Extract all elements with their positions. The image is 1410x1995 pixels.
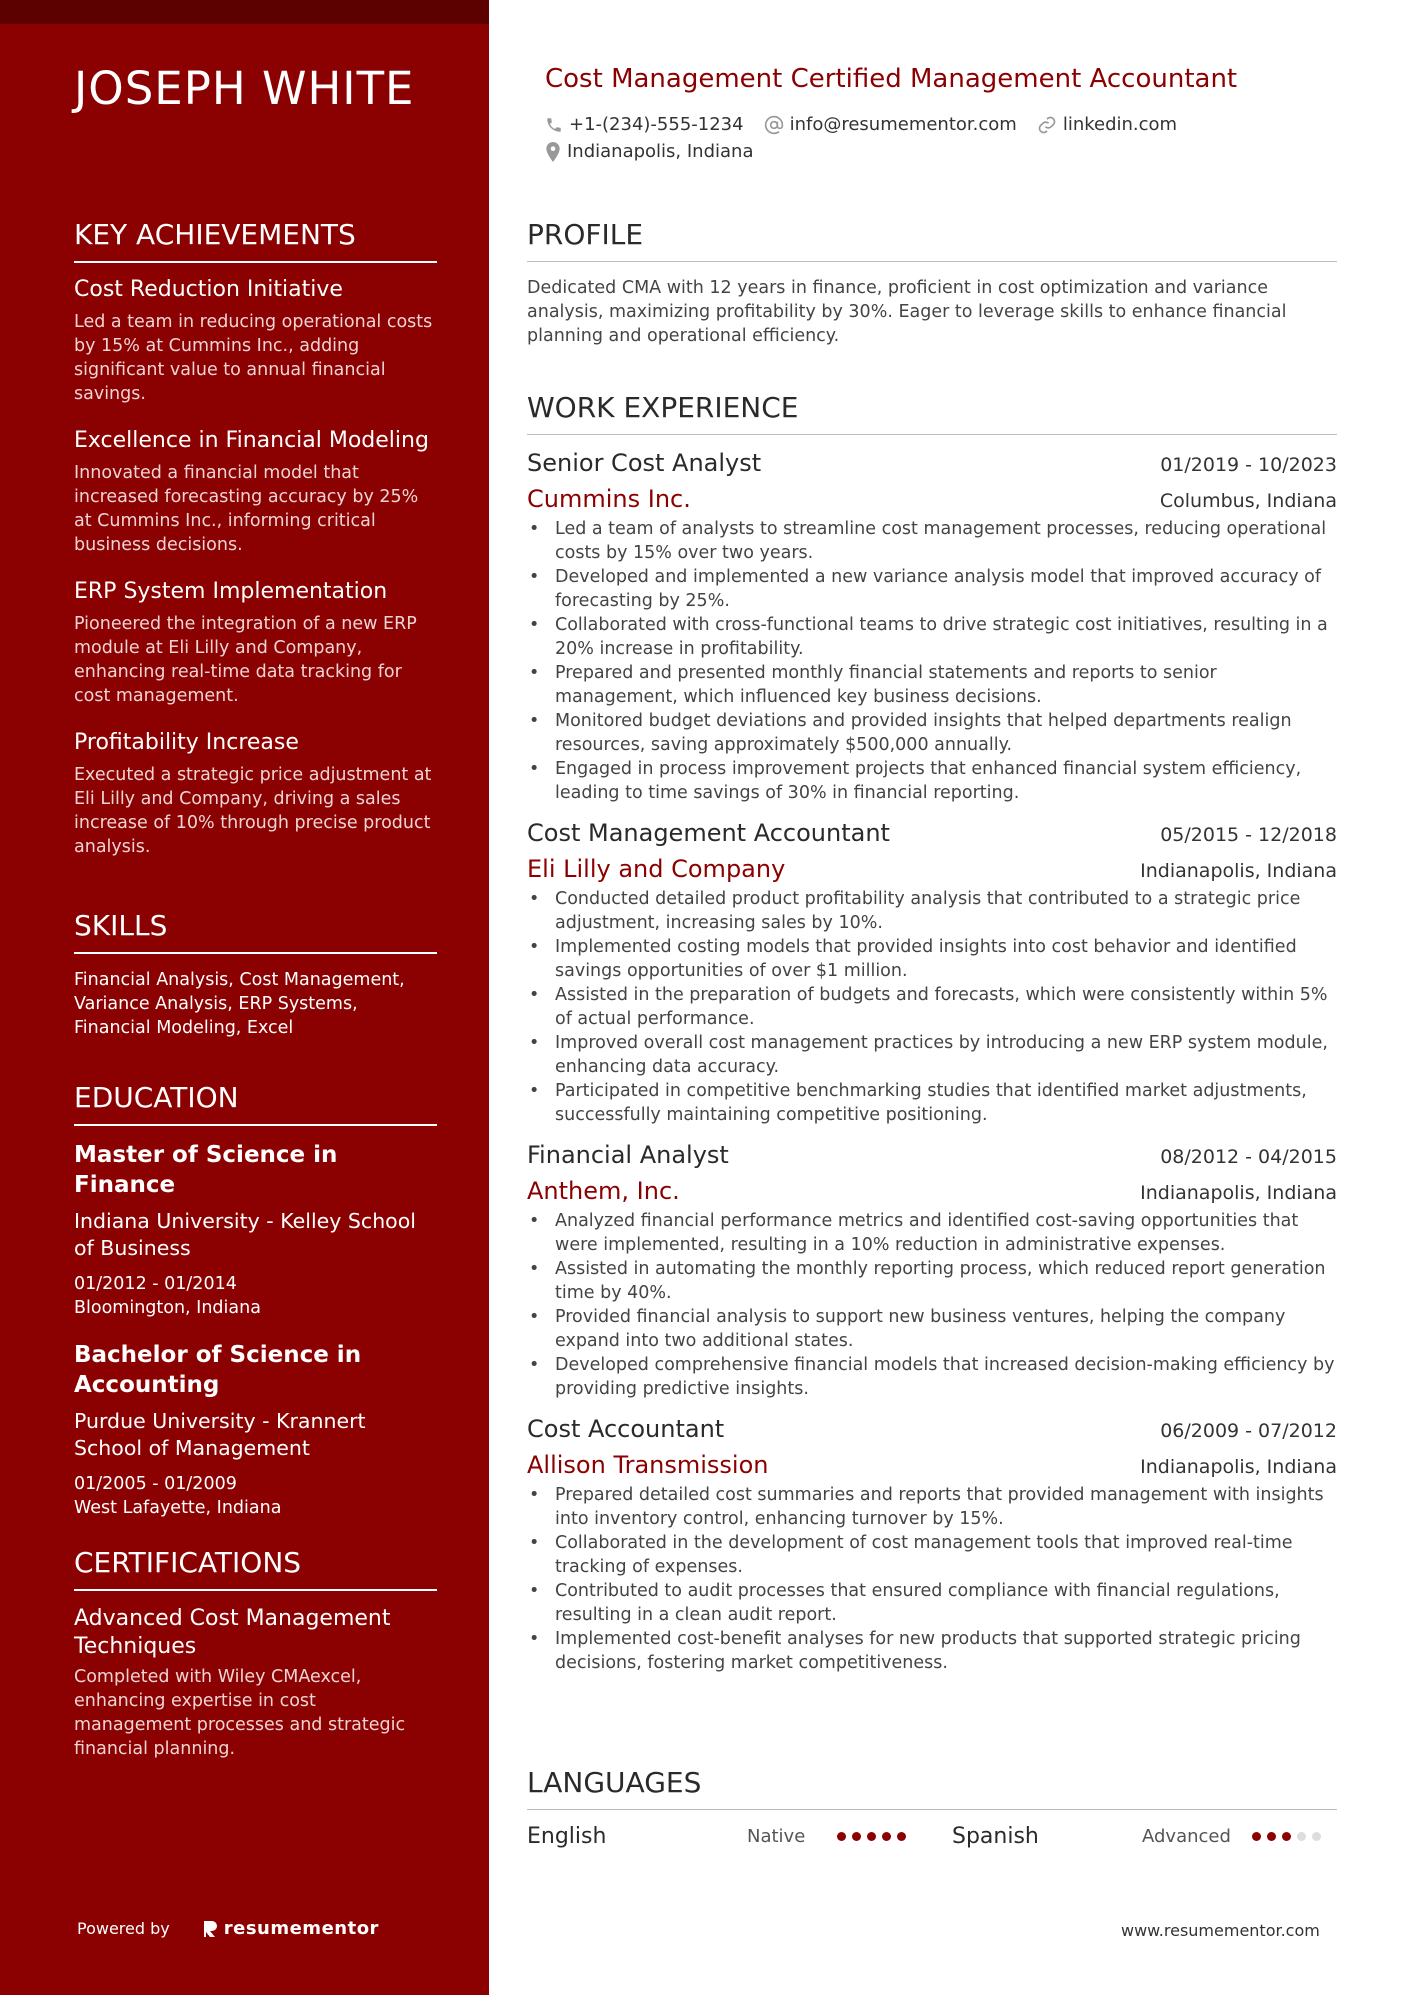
powered-by — [77, 1918, 379, 1939]
achievement-item — [74, 428, 437, 557]
job-title: Senior Cost Analyst — [527, 449, 762, 477]
job-bullet: • Prepared detailed cost summaries and reports that provided management with insights into inventory control, enhancing turnover by 15%. — [527, 1483, 1337, 1531]
certifications-section — [74, 1546, 437, 1761]
job-bullets — [527, 1209, 1337, 1401]
job-bullet: • Prepared and presented monthly financial statements and reports to senior management, which influenced key business decisions. — [527, 661, 1337, 709]
education-location: West Lafayette, Indiana — [74, 1498, 282, 1518]
education-school: Indiana University - Kelley School of Business — [74, 1209, 416, 1260]
education-dates: 01/2005 - 01/2009 — [74, 1474, 237, 1494]
rating-dot-filled — [897, 1832, 906, 1841]
education-degree: Master of Science in Finance — [74, 1142, 338, 1198]
rating-dot-filled — [1282, 1832, 1291, 1841]
achievement-title: Cost Reduction Initiative — [74, 277, 343, 302]
job-bullet: • Developed comprehensive financial models that increased decision-making efficiency by providing predictive insights. — [527, 1353, 1337, 1401]
certification-desc: Completed with Wiley CMAexcel, enhancing expertise in cost management processes and strategic financial planning. — [74, 1667, 406, 1759]
languages-section — [527, 1766, 1337, 1849]
certification-title: Advanced Cost Management Techniques — [74, 1606, 391, 1659]
job-location: Columbus, Indiana — [1159, 490, 1337, 512]
achievement-desc: Executed a strategic price adjustment at Eli Lilly and Company, driving a sales increase of 10% through precise product analysis. — [74, 765, 432, 857]
footer-url[interactable]: www.resumementor.com — [1121, 1921, 1320, 1940]
skills-title: SKILLS — [74, 909, 437, 954]
language-name: English — [527, 1824, 607, 1849]
job-company: Cummins Inc. — [527, 485, 691, 513]
job-bullet: • Monitored budget deviations and provided insights that helped departments realign resources, saving approximately $500,000 annually. — [527, 709, 1337, 757]
job-bullet: • Assisted in automating the monthly reporting process, which reduced report generation time by 40%. — [527, 1257, 1337, 1305]
job-entry — [527, 1415, 1337, 1675]
brand-name: resumementor — [223, 1918, 379, 1939]
job-bullet: • Provided financial analysis to support new business ventures, helping the company expand into two additional states. — [527, 1305, 1337, 1353]
language-rating — [837, 1832, 912, 1841]
profile-title: PROFILE — [527, 218, 1337, 262]
education-title: EDUCATION — [74, 1081, 437, 1126]
location-pin-icon — [545, 142, 561, 162]
job-company: Eli Lilly and Company — [527, 855, 786, 883]
sidebar-top-bar — [0, 0, 489, 24]
key-achievements-section — [74, 218, 437, 881]
job-company: Allison Transmission — [527, 1451, 769, 1479]
achievement-desc: Pioneered the integration of a new ERP module at Eli Lilly and Company, enhancing real-time data tracking for cost management. — [74, 614, 417, 706]
rating-dot-empty — [1297, 1832, 1306, 1841]
language-name: Spanish — [952, 1824, 1039, 1849]
achievement-title: ERP System Implementation — [74, 579, 388, 604]
rating-dot-filled — [882, 1832, 891, 1841]
job-location: Indianapolis, Indiana — [1140, 860, 1337, 882]
job-bullet: • Implemented cost-benefit analyses for new products that supported strategic pricing decisions, fostering market competitiveness. — [527, 1627, 1337, 1675]
languages-row — [527, 1824, 1337, 1849]
job-bullet: • Collaborated with cross-functional teams to drive strategic cost initiatives, resulting in a 20% increase in profitability. — [527, 613, 1337, 661]
candidate-name: JOSEPH WHITE — [74, 62, 415, 115]
achievement-item — [74, 579, 437, 708]
job-bullet: • Led a team of analysts to streamline cost management processes, reducing operational costs by 15% over two years. — [527, 517, 1337, 565]
brand-logo[interactable] — [202, 1918, 379, 1939]
education-section — [74, 1081, 437, 1540]
rating-dot-filled — [1252, 1832, 1261, 1841]
education-location: Bloomington, Indiana — [74, 1298, 261, 1318]
education-item — [74, 1140, 437, 1320]
key-achievements-title: KEY ACHIEVEMENTS — [74, 218, 437, 263]
sidebar — [0, 0, 489, 1995]
certifications-title: CERTIFICATIONS — [74, 1546, 437, 1591]
profile-section — [527, 218, 1337, 348]
profile-text: Dedicated CMA with 12 years in finance, proficient in cost optimization and variance analysis, maximizing profitability by 30%. Eager to leverage skills to enhance financial planning and operational efficiency. — [527, 278, 1287, 346]
job-company: Anthem, Inc. — [527, 1177, 680, 1205]
rating-dot-filled — [837, 1832, 846, 1841]
email-text: info@resumementor.com — [789, 114, 1017, 135]
language-level: Native — [747, 1826, 806, 1847]
contact-email[interactable] — [764, 114, 1017, 135]
language-rating — [1252, 1832, 1327, 1841]
work-experience-section — [527, 391, 1337, 1689]
job-bullet: • Analyzed financial performance metrics and identified cost-saving opportunities that were implemented, resulting in a 10% reduction in administrative expenses. — [527, 1209, 1337, 1257]
rating-dot-filled — [1267, 1832, 1276, 1841]
job-dates: 08/2012 - 04/2015 — [1160, 1146, 1337, 1168]
education-dates: 01/2012 - 01/2014 — [74, 1274, 237, 1294]
job-bullet: • Improved overall cost management practices by introducing a new ERP system module, enhancing data accuracy. — [527, 1031, 1337, 1079]
contact-phone[interactable] — [545, 114, 744, 135]
job-bullet: • Contributed to audit processes that ensured compliance with financial regulations, resulting in a clean audit report. — [527, 1579, 1337, 1627]
job-bullet: • Engaged in process improvement projects that enhanced financial system efficiency, leading to time savings of 30% in financial reporting. — [527, 757, 1337, 805]
contact-location — [545, 141, 754, 162]
contact-row-location — [545, 141, 774, 162]
achievement-item — [74, 730, 437, 859]
job-location: Indianapolis, Indiana — [1140, 1456, 1337, 1478]
rating-dot-filled — [852, 1832, 861, 1841]
job-bullet: • Collaborated in the development of cost management tools that improved real-time tracking of expenses. — [527, 1531, 1337, 1579]
job-bullets — [527, 887, 1337, 1127]
link-icon — [1037, 115, 1057, 135]
job-bullet: • Developed and implemented a new variance analysis model that improved accuracy of forecasting by 25%. — [527, 565, 1337, 613]
job-bullets — [527, 1483, 1337, 1675]
skills-section — [74, 909, 437, 1040]
education-school: Purdue University - Krannert School of Management — [74, 1409, 366, 1460]
rating-dot-filled — [867, 1832, 876, 1841]
achievement-title: Excellence in Financial Modeling — [74, 428, 429, 453]
education-item — [74, 1340, 437, 1520]
language-level: Advanced — [1142, 1826, 1231, 1847]
job-entry — [527, 1141, 1337, 1401]
achievement-desc: Innovated a financial model that increased forecasting accuracy by 25% at Cummins Inc., informing critical business decisions. — [74, 463, 419, 555]
job-bullet: • Conducted detailed product profitability analysis that contributed to a strategic price adjustment, increasing sales by 10%. — [527, 887, 1337, 935]
powered-by-label: Powered by — [77, 1919, 170, 1938]
job-location: Indianapolis, Indiana — [1140, 1182, 1337, 1204]
job-entry — [527, 819, 1337, 1127]
contact-linkedin[interactable] — [1037, 114, 1177, 135]
achievement-title: Profitability Increase — [74, 730, 299, 755]
job-entry — [527, 449, 1337, 805]
job-bullet: • Participated in competitive benchmarking studies that identified market adjustments, successfully maintaining competitive positioning. — [527, 1079, 1337, 1127]
job-dates: 05/2015 - 12/2018 — [1160, 824, 1337, 846]
job-bullet: • Assisted in the preparation of budgets and forecasts, which were consistently within 5% of actual performance. — [527, 983, 1337, 1031]
job-headline: Cost Management Certified Management Accountant — [545, 64, 1238, 94]
contact-row — [545, 114, 1197, 135]
job-dates: 01/2019 - 10/2023 — [1160, 454, 1337, 476]
languages-title: LANGUAGES — [527, 1766, 1337, 1810]
resumementor-logo-icon — [202, 1919, 218, 1939]
job-title: Cost Management Accountant — [527, 819, 890, 847]
job-dates: 06/2009 - 07/2012 — [1160, 1420, 1337, 1442]
linkedin-text: linkedin.com — [1062, 114, 1178, 135]
location-text: Indianapolis, Indiana — [567, 141, 754, 162]
phone-text: +1-(234)-555-1234 — [569, 114, 744, 135]
skills-list: Financial Analysis, Cost Management, Variance Analysis, ERP Systems, Financial Modeling, Excel — [74, 970, 405, 1038]
education-degree: Bachelor of Science in Accounting — [74, 1342, 362, 1398]
phone-icon — [545, 116, 563, 134]
work-experience-title: WORK EXPERIENCE — [527, 391, 1337, 435]
achievement-item — [74, 277, 437, 406]
at-sign-icon — [764, 115, 784, 135]
achievement-desc: Led a team in reducing operational costs by 15% at Cummins Inc., adding significant value to annual financial savings. — [74, 312, 433, 404]
job-bullets — [527, 517, 1337, 805]
job-bullet: • Implemented costing models that provided insights into cost behavior and identified savings opportunities of over $1 million. — [527, 935, 1337, 983]
rating-dot-empty — [1312, 1832, 1321, 1841]
job-title: Cost Accountant — [527, 1415, 725, 1443]
job-title: Financial Analyst — [527, 1141, 729, 1169]
